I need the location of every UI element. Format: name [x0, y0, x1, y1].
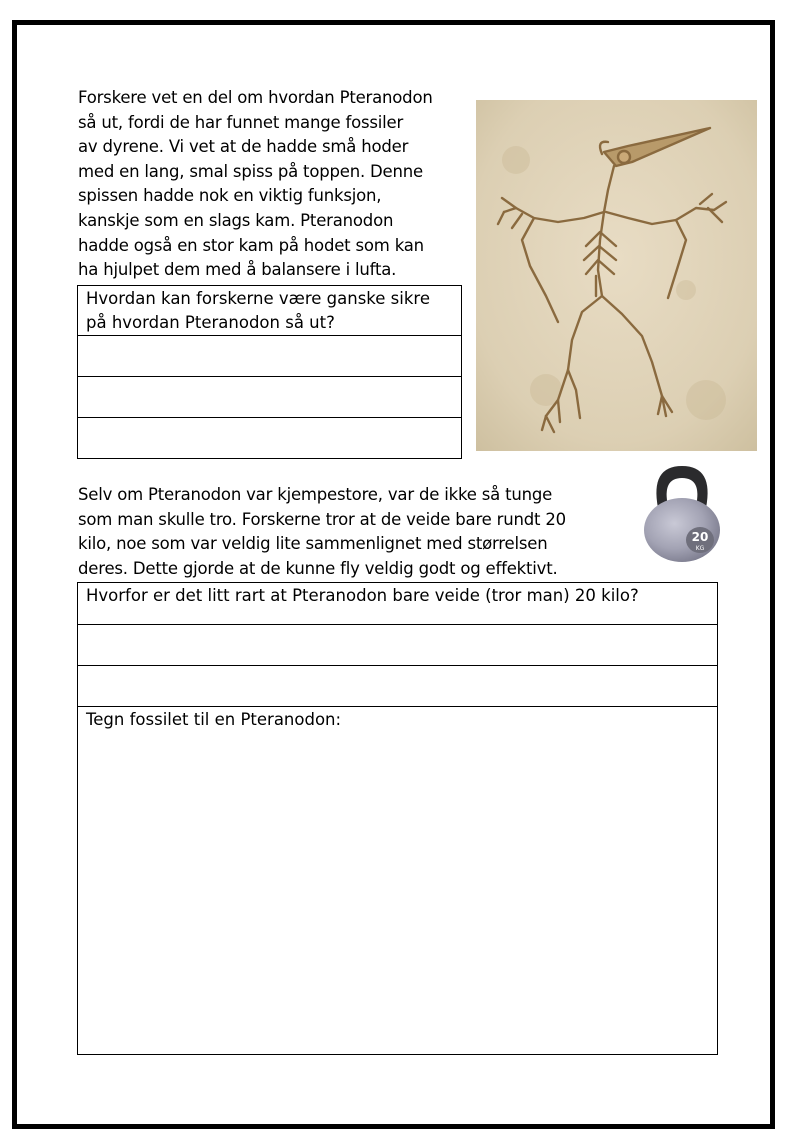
paragraph-line: kilo, noe som var veldig lite sammenlignet med størrelsen — [78, 534, 548, 554]
paragraph-line: som man skulle tro. Forskerne tror at de veide bare rundt 20 — [78, 509, 566, 529]
question-line: på hvordan Pteranodon så ut? — [86, 313, 335, 332]
question-2-table — [77, 582, 718, 1055]
answer-line-5[interactable] — [78, 666, 718, 707]
kettlebell-unit: KG — [695, 545, 705, 552]
paragraph-line: spissen hadde nok en viktig funksjon, — [78, 186, 382, 206]
answer-line-4[interactable] — [78, 625, 718, 666]
question-1-text — [78, 286, 462, 336]
paragraph-line: så ut, fordi de har funnet mange fossiler — [78, 112, 404, 132]
paragraph-line: ha hjulpet dem med å balansere i lufta. — [78, 260, 397, 280]
drawing-area[interactable] — [78, 707, 718, 1055]
paragraph-line: kanskje som en slags kam. Pteranodon — [78, 210, 394, 230]
question-1-table — [77, 285, 462, 459]
paragraph-line: med en lang, smal spiss på toppen. Denne — [78, 161, 423, 181]
question-line: Hvordan kan forskerne være ganske sikre — [86, 289, 430, 308]
paragraph-line: Forskere vet en del om hvordan Pteranodon — [78, 88, 433, 107]
kettlebell-icon — [636, 460, 728, 564]
intro-paragraph — [78, 86, 470, 283]
kettlebell-weight: 20 — [691, 530, 709, 544]
pteranodon-fossil-image — [476, 100, 757, 451]
question-2-text: Hvorfor er det litt rart at Pteranodon bare veide (tror man) 20 kilo? — [78, 583, 718, 625]
weight-paragraph — [78, 483, 638, 581]
drawing-prompt: Tegn fossilet til en Pteranodon: — [86, 710, 342, 729]
answer-line-1[interactable] — [78, 336, 462, 377]
paragraph-line: hadde også en stor kam på hodet som kan — [78, 235, 424, 255]
answer-line-3[interactable] — [78, 418, 462, 459]
answer-line-2[interactable] — [78, 377, 462, 418]
paragraph-line: Selv om Pteranodon var kjempestore, var de ikke så tunge — [78, 485, 553, 504]
paragraph-line: av dyrene. Vi vet at de hadde små hoder — [78, 137, 409, 157]
paragraph-line: deres. Dette gjorde at de kunne fly veldig godt og effektivt. — [78, 558, 558, 578]
